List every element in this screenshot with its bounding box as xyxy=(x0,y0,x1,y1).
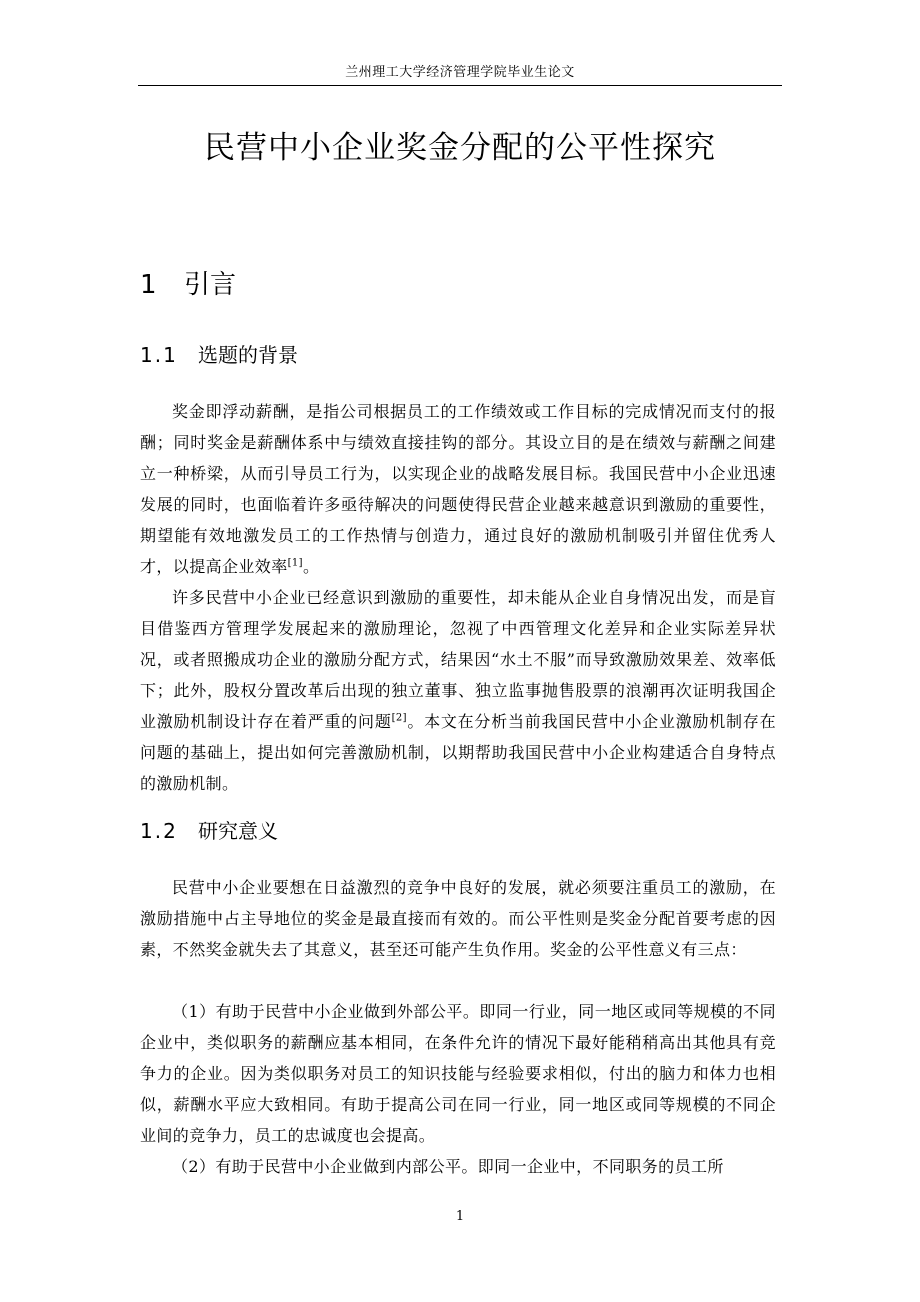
running-header: 兰州理工大学经济管理学院毕业生论文 xyxy=(345,65,575,80)
paragraph-text-tail: 。 xyxy=(302,557,320,576)
subsection-title: 选题的背景 xyxy=(198,343,298,367)
subsection-heading-1-1 xyxy=(140,340,298,370)
subsection-heading-1-2 xyxy=(140,816,278,846)
paragraph-text: 许多民营中小企业已经意识到激励的重要性，却未能从企业自身情况出发，而是盲目借鉴西方管理学发展起来的激励理论，忽视了中西管理文化差异和企业实际差异状况，或者照搬成功企业的激励分配方式，结果因“水土不服”而导致激励效果差、效率低下；此外，股权分置改革后出现的独立董事、独立监事抛售股票的浪潮再次证明我国企业激励机制设计存在着严重的问题 xyxy=(140,588,776,731)
section-number: 1 xyxy=(140,270,157,300)
paragraph-text-tail: 。本文在分析当前我国民营中小企业激励机制存在问题的基础上，提出如何完善激励机制，以期帮助我国民营中小企业构建适合自身特点的激励机制。 xyxy=(140,712,776,793)
subsection-title: 研究意义 xyxy=(198,819,278,843)
paragraph xyxy=(140,582,776,799)
paragraph xyxy=(140,872,776,965)
paragraph-text: （1）有助于民营中小企业做到外部公平。即同一行业，同一地区或同等规模的不同企业中，类似职务的薪酬应基本相同，在条件允许的情况下最好能稍稍高出其他具有竞争力的企业。因为类似职务对员工的知识技能与经验要求相似，付出的脑力和体力也相似，薪酬水平应大致相同。有助于提高公司在同一行业，同一地区或同等规模的不同企业间的竞争力，员工的忠诚度也会提高。 xyxy=(140,1002,776,1145)
subsection-number: 1.1 xyxy=(140,343,178,367)
section-heading-1 xyxy=(140,266,236,304)
paragraph xyxy=(140,996,776,1151)
document-title: 民营中小企业奖金分配的公平性探究 xyxy=(204,130,716,166)
header-rule xyxy=(138,85,782,86)
paragraph-text: （2）有助于民营中小企业做到内部公平。即同一企业中，不同职务的员工所 xyxy=(172,1157,724,1176)
paragraph xyxy=(140,396,776,582)
section-title: 引言 xyxy=(184,270,237,300)
paragraph xyxy=(140,1151,776,1182)
citation-ref[interactable]: [1] xyxy=(287,557,303,569)
citation-ref[interactable]: [2] xyxy=(391,712,407,724)
page-number: 1 xyxy=(455,1209,465,1224)
subsection-number: 1.2 xyxy=(140,819,178,843)
paragraph-text: 民营中小企业要想在日益激烈的竞争中良好的发展，就必须要注重员工的激励，在激励措施中占主导地位的奖金是最直接而有效的。而公平性则是奖金分配首要考虑的因素，不然奖金就失去了其意义，甚至还可能产生负作用。奖金的公平性意义有三点： xyxy=(140,878,776,959)
paragraph-text: 奖金即浮动薪酬，是指公司根据员工的工作绩效或工作目标的完成情况而支付的报酬；同时奖金是薪酬体系中与绩效直接挂钩的部分。其设立目的是在绩效与薪酬之间建立一种桥梁，从而引导员工行为，以实现企业的战略发展目标。我国民营中小企业迅速发展的同时，也面临着许多亟待解决的问题使得民营企业越来越意识到激励的重要性，期望能有效地激发员工的工作热情与创造力，通过良好的激励机制吸引并留住优秀人才，以提高企业效率 xyxy=(140,402,776,576)
